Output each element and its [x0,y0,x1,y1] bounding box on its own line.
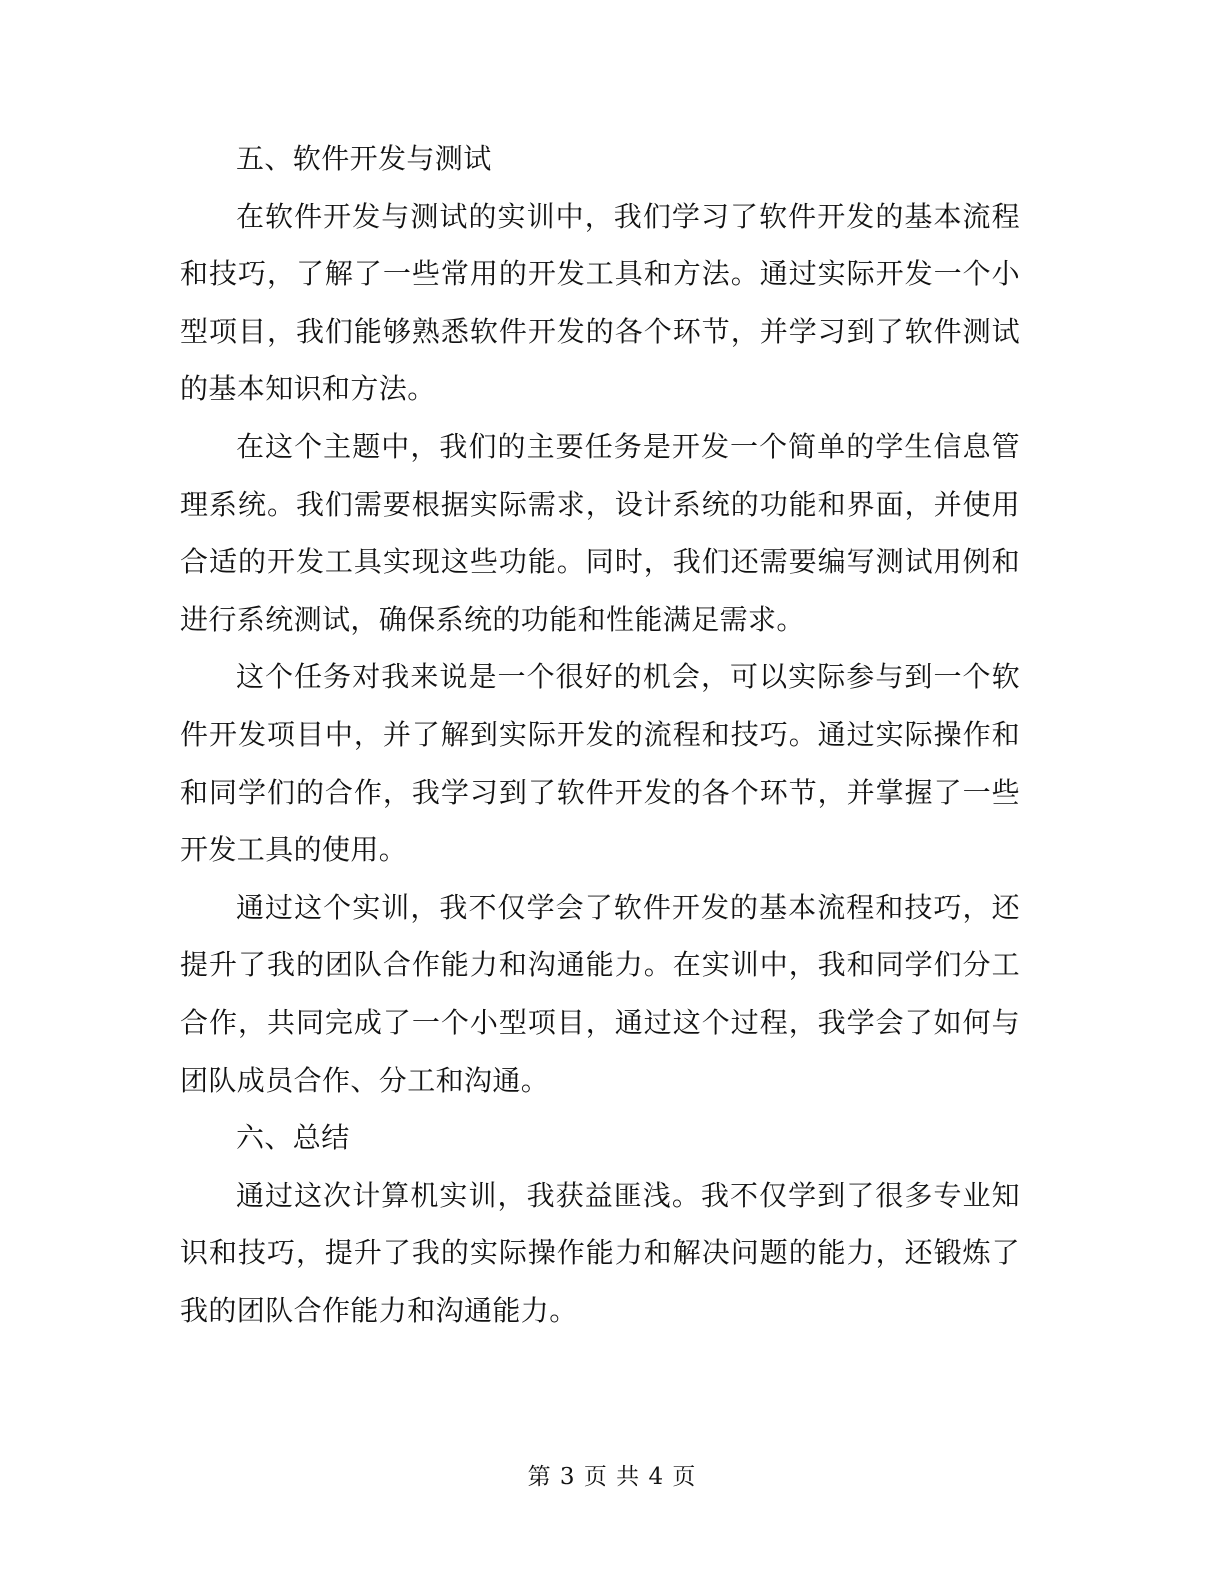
section-heading-software-dev: 五、软件开发与测试 [236,142,492,175]
section-heading-summary: 六、总结 [236,1121,350,1155]
body-paragraph: 通过这个实训，我不仅学会了软件开发的基本流程和技巧，还提升了我的团队合作能力和沟通能力。在实训中，我和同学们分工合作，共同完成了一个小型项目，通过这个过程，我学会了如何与团队成员合作、分工和沟通。 [180,890,1020,1097]
body-paragraph: 在这个主题中，我们的主要任务是开发一个简单的学生信息管理系统。我们需要根据实际需求，设计系统的功能和界面，并使用合适的开发工具实现这些功能。同时，我们还需要编写测试用例和进行系统测试，确保系统的功能和性能满足需求。 [180,429,1020,636]
body-paragraph: 通过这次计算机实训，我获益匪浅。我不仅学到了很多专业知识和技巧，提升了我的实际操作能力和解决问题的能力，还锻炼了我的团队合作能力和沟通能力。 [180,1178,1020,1327]
document-body [180,130,1020,1339]
page-number-footer: 第 3 页 共 4 页 [527,1464,697,1490]
body-paragraph: 这个任务对我来说是一个很好的机会，可以实际参与到一个软件开发项目中，并了解到实际开发的流程和技巧。通过实际操作和和同学们的合作，我学习到了软件开发的各个环节，并掌握了一些开发工具的使用。 [180,660,1020,867]
body-paragraph: 在软件开发与测试的实训中，我们学习了软件开发的基本流程和技巧，了解了一些常用的开发工具和方法。通过实际开发一个小型项目，我们能够熟悉软件开发的各个环节，并学习到了软件测试的基本知识和方法。 [180,199,1020,406]
